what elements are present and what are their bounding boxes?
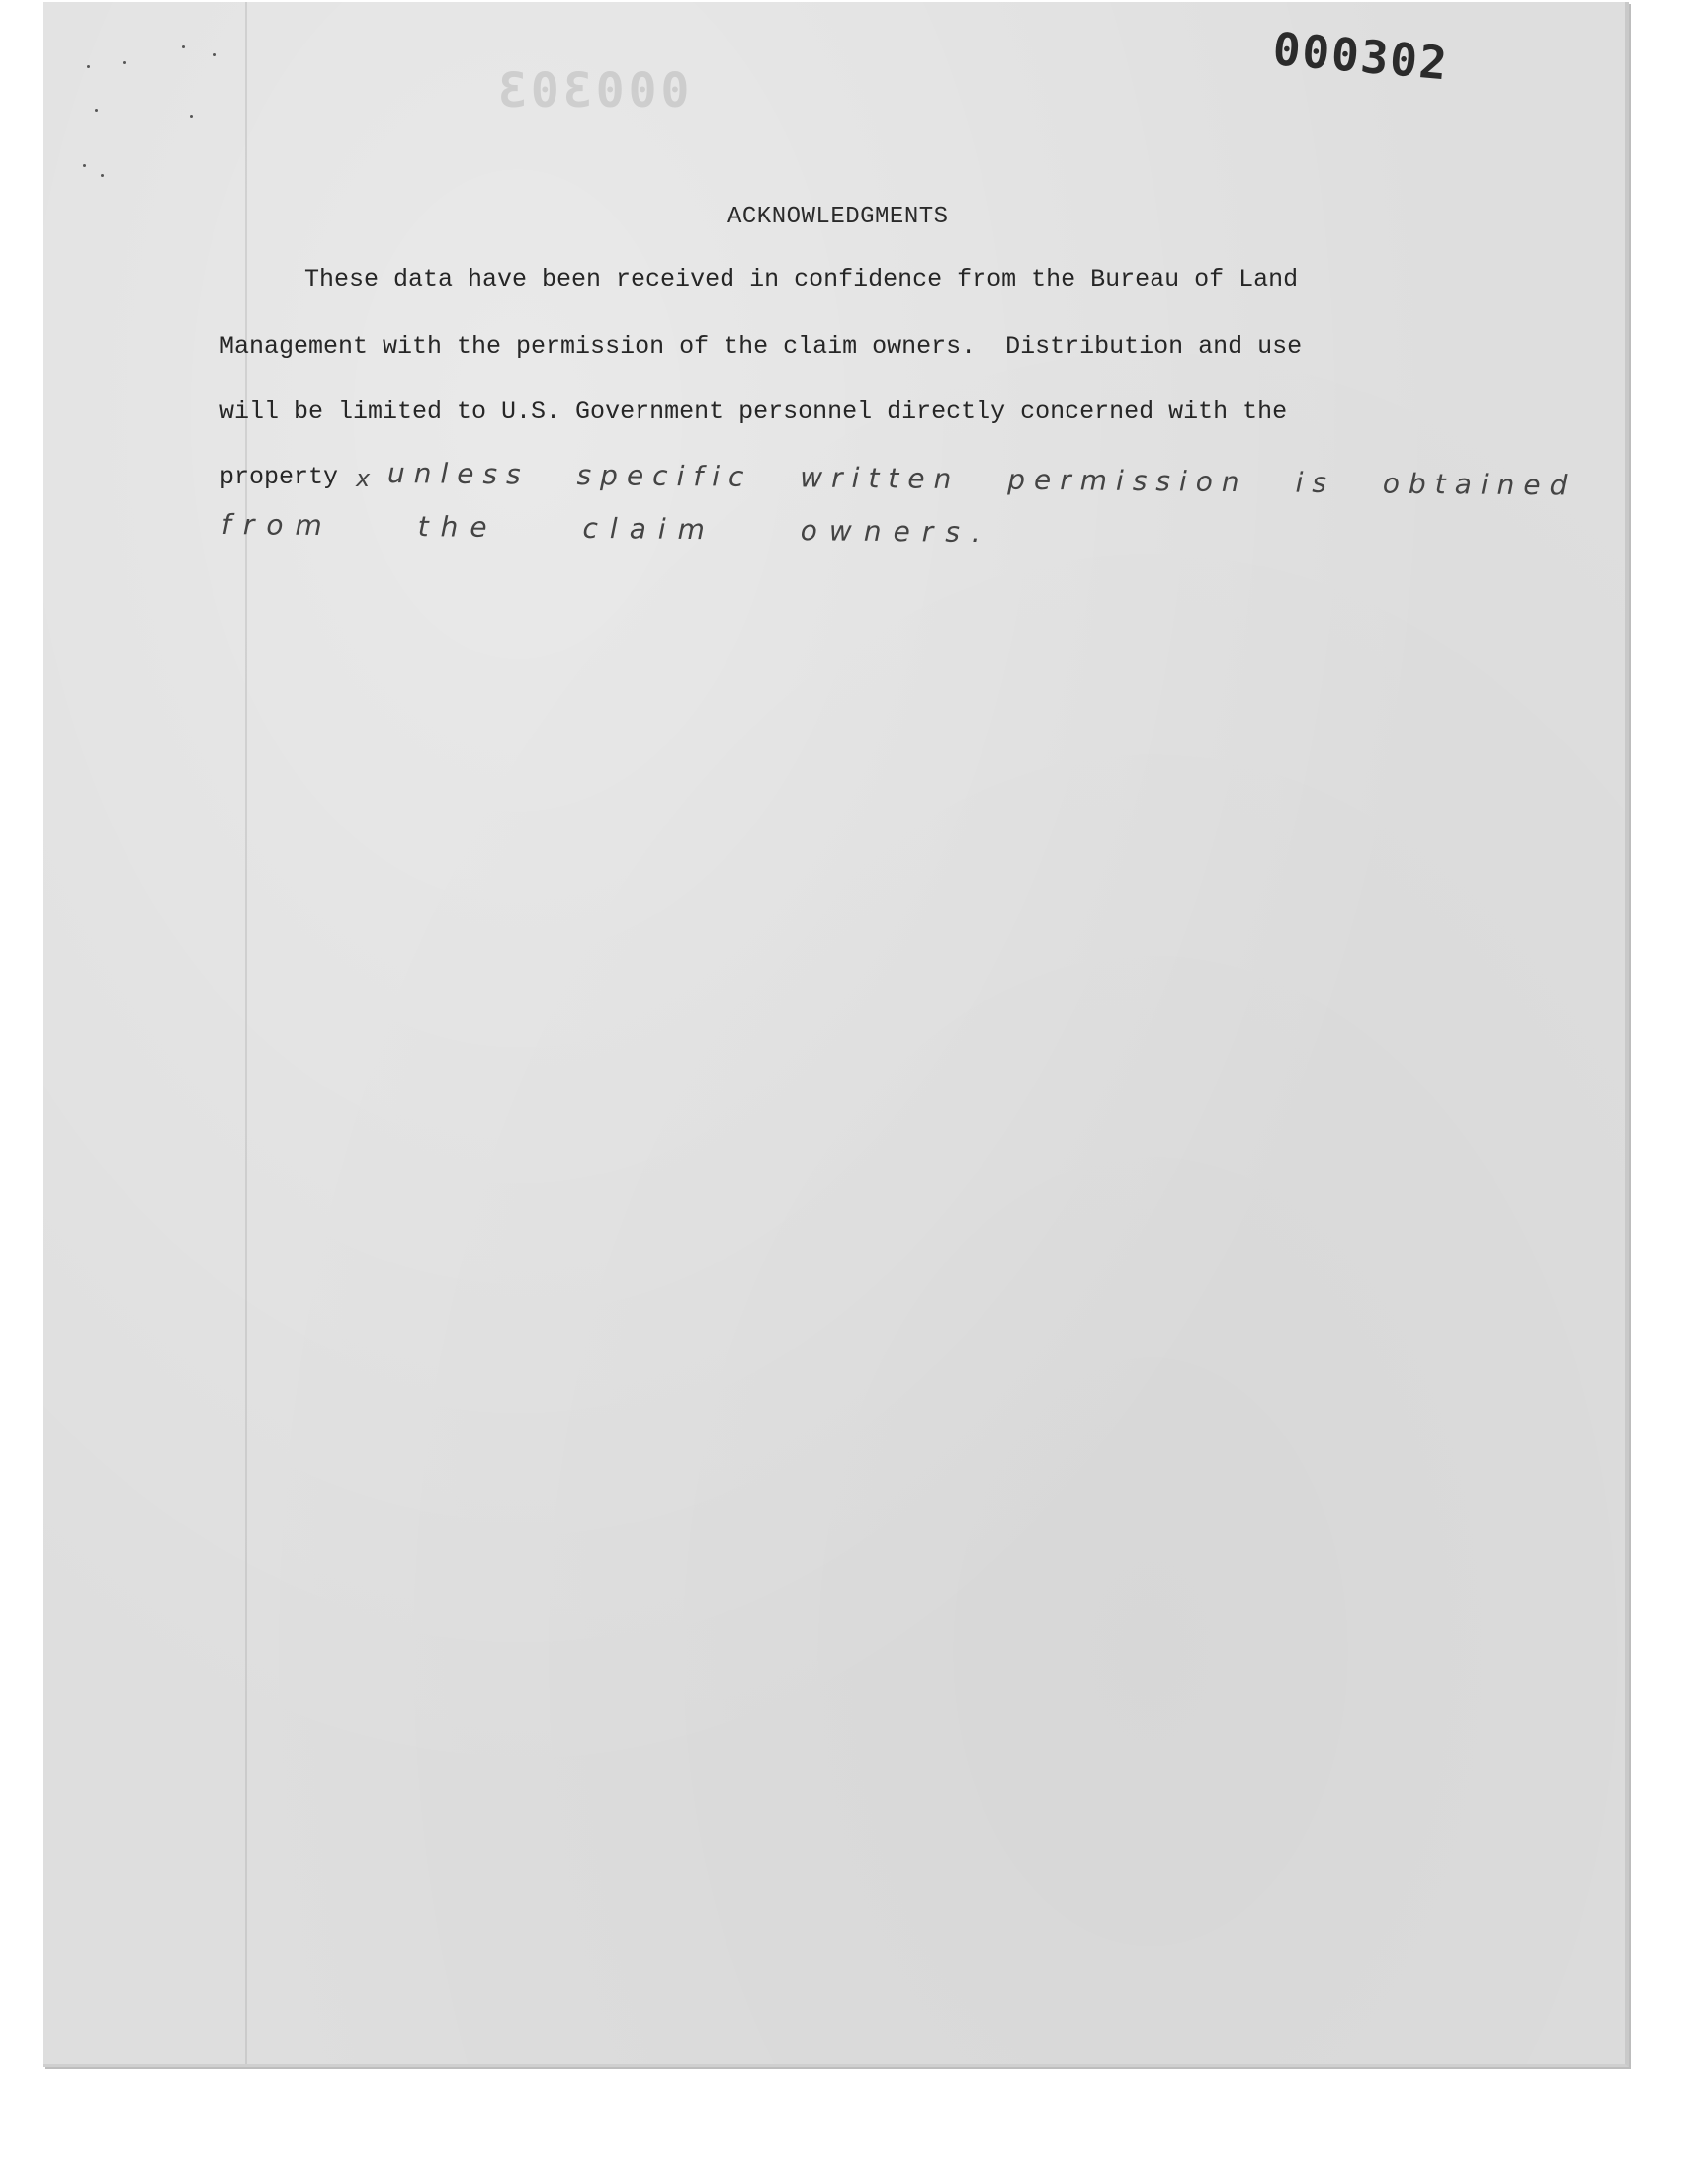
body-line-4: property bbox=[219, 463, 339, 491]
scan-speck bbox=[83, 164, 86, 167]
scan-speck bbox=[123, 61, 126, 64]
scan-speck bbox=[190, 115, 193, 118]
bleed-through-stamp: 000303 bbox=[494, 63, 690, 119]
margin-rule bbox=[245, 2, 247, 2064]
scan-speck bbox=[182, 45, 185, 48]
body-line-1: These data have been received in confidence from the Bureau of Land bbox=[304, 265, 1299, 294]
handwritten-insert-line-1: unless specific written permission is obtained bbox=[386, 457, 1577, 502]
scan-speck bbox=[95, 109, 98, 112]
page-title: ACKNOWLEDGMENTS bbox=[727, 204, 949, 230]
document-page bbox=[43, 2, 1629, 2067]
page-number-stamp: 000302 bbox=[1270, 22, 1451, 91]
scan-speck bbox=[214, 53, 216, 56]
body-line-2: Management with the permission of the claim owners. Distribution and use bbox=[219, 332, 1303, 361]
scan-speck bbox=[87, 65, 90, 68]
handwritten-insert-mark: x bbox=[356, 465, 371, 492]
body-line-3: will be limited to U.S. Government personnel directly concerned with the bbox=[219, 397, 1288, 426]
scan-speck bbox=[101, 174, 104, 177]
handwritten-insert-line-2: from the claim owners. bbox=[220, 508, 992, 550]
